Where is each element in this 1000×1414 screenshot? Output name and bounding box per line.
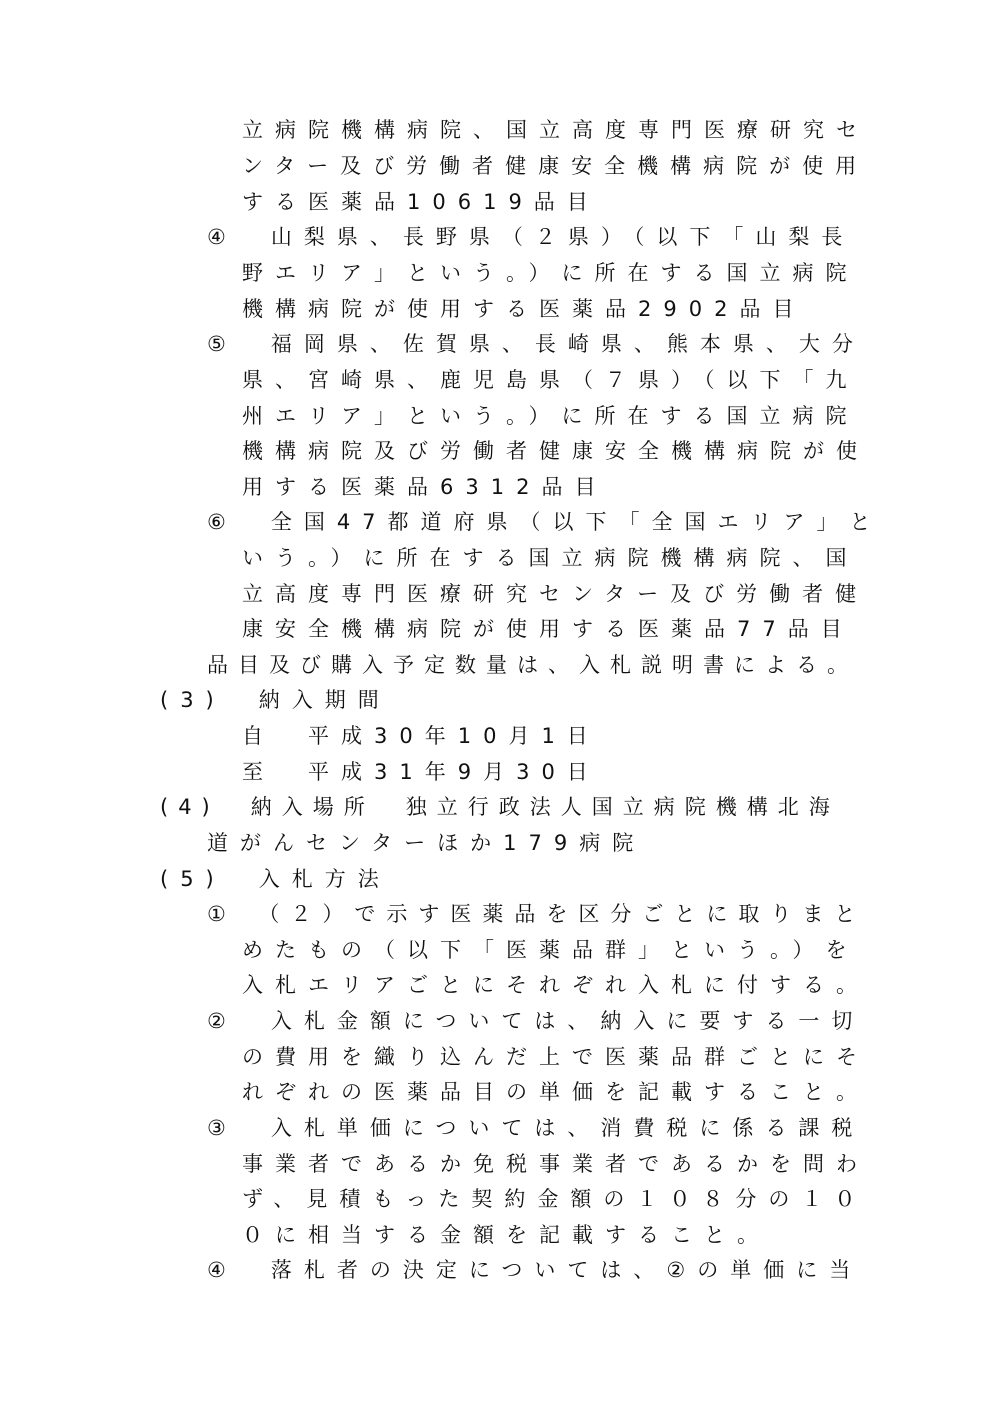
list-item: ④ 落札者の決定については、②の単価に当 xyxy=(207,1258,863,1282)
text-line: 機構病院が使用する医薬品2902品目 xyxy=(242,297,806,321)
text-line: の費用を織り込んだ上で医薬品群ごとにそ xyxy=(242,1045,869,1069)
list-item: ② 入札金額については、納入に要する一切 xyxy=(207,1009,865,1033)
text-line: する医薬品10619品目 xyxy=(242,190,600,214)
text-line: 事業者であるか免税事業者であるかを問わ xyxy=(242,1152,869,1176)
text-line: 州エリア」という。）に所在する国立病院 xyxy=(242,404,859,428)
text-line: ず、見積もった契約金額の１０８分の１０ xyxy=(242,1187,868,1211)
list-item: ① （２）で示す医薬品を区分ごとに取りまと xyxy=(207,902,867,926)
text-line: めたもの（以下「医薬品群」という。）を xyxy=(242,938,859,962)
section-heading: (3) 納入期間 xyxy=(160,688,391,712)
text-line: 県、宮崎県、鹿児島県（７県）（以下「九 xyxy=(242,368,859,392)
text-line: 立高度専門医療研究センター及び労働者健 xyxy=(242,582,869,606)
text-line: 機構病院及び労働者健康安全機構病院が使 xyxy=(242,439,869,463)
text-line: ンター及び労働者健康安全機構病院が使用 xyxy=(242,154,869,178)
text-line: れぞれの医薬品目の単価を記載すること。 xyxy=(242,1080,869,1104)
list-item: ⑥ 全国47都道府県（以下「全国エリア」と xyxy=(207,510,883,534)
text-line: 康安全機構病院が使用する医薬品77品目 xyxy=(242,617,854,641)
list-item: ⑤ 福岡県、佐賀県、長崎県、熊本県、大分 xyxy=(207,332,865,356)
text-line: いう。）に所在する国立病院機構病院、国 xyxy=(242,546,859,570)
text-line: ０に相当する金額を記載すること。 xyxy=(242,1223,770,1247)
list-item: ④ 山梨県、長野県（２県）（以下「山梨長 xyxy=(207,225,855,249)
text-line: 立病院機構病院、国立高度専門医療研究セ xyxy=(242,118,869,142)
text-line: 用する医薬品6312品目 xyxy=(242,475,608,499)
text-line: 野エリア」という。）に所在する国立病院 xyxy=(242,261,859,285)
section-heading: (4) 納入場所 独立行政法人国立病院機構北海 xyxy=(160,795,840,819)
text-line: 品目及び購入予定数量は、入札説明書による。 xyxy=(207,653,858,677)
list-item: ③ 入札単価については、消費税に係る課税 xyxy=(207,1116,865,1140)
section-heading: (5) 入札方法 xyxy=(160,867,391,891)
text-line: 至 平成31年9月30日 xyxy=(242,760,600,784)
text-line: 入札エリアごとにそれぞれ入札に付する。 xyxy=(242,973,869,997)
text-line: 自 平成30年10月1日 xyxy=(242,724,600,748)
text-line: 道がんセンターほか179病院 xyxy=(207,831,646,855)
